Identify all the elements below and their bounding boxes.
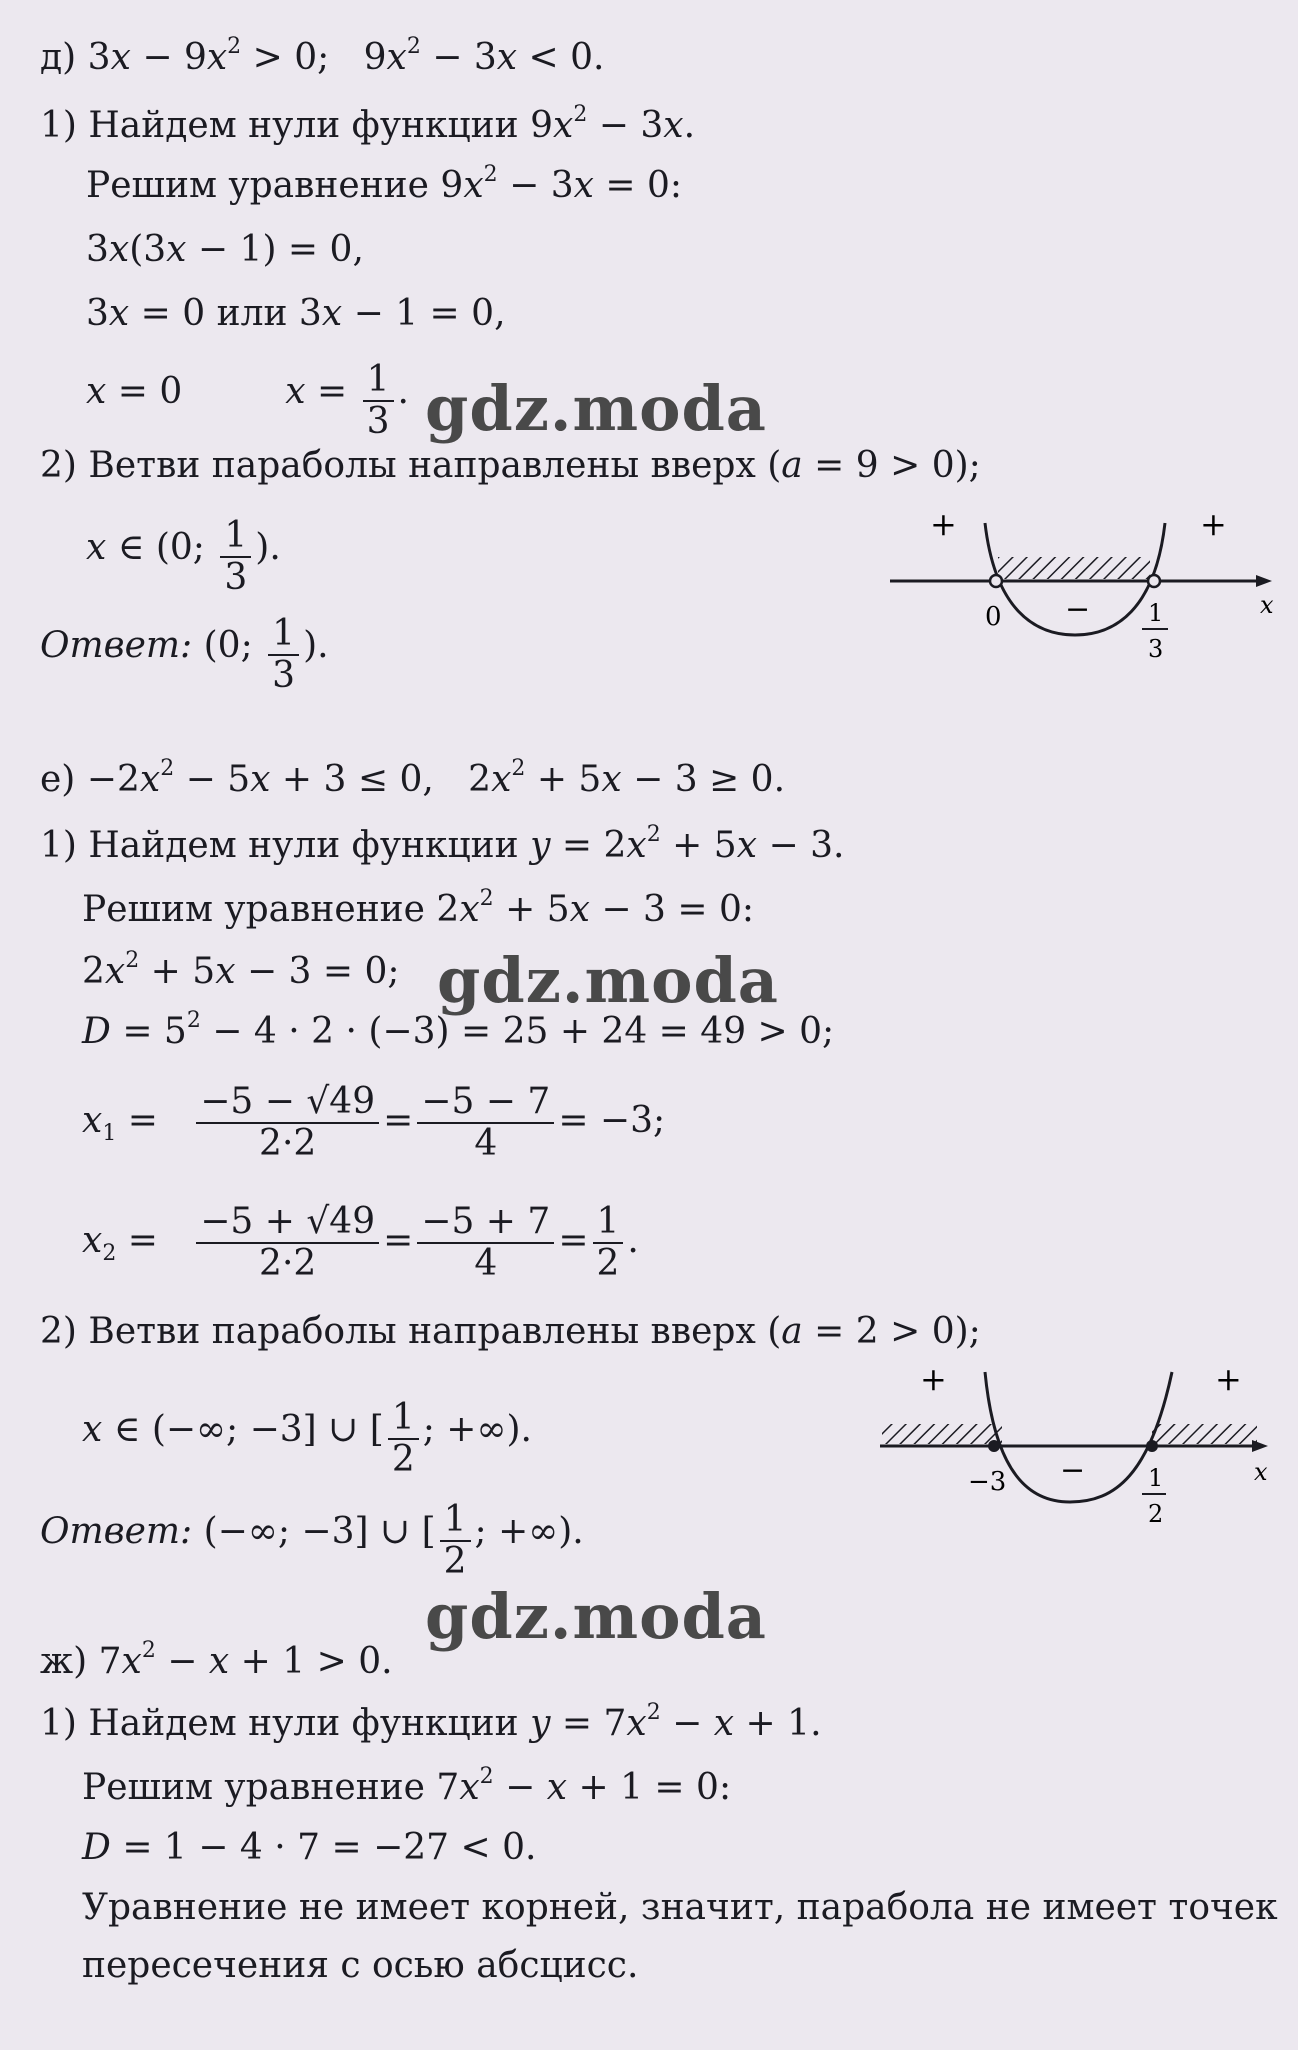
- part-d-split: 3x = 0 или 3x − 1 = 0,: [86, 293, 506, 334]
- part-zh-step1: 1) Найдем нули функции $y = 7x^2 - x + 1$.: [40, 1700, 822, 1744]
- root-third-den: 3: [1148, 635, 1164, 663]
- part-e-condition: $е) -2x^2 - 5x + 3 \le 0$, $2x^2 + 5x - 3 \ge 0$.: [40, 756, 786, 800]
- plus-right: +: [1215, 1360, 1242, 1398]
- part-e-step2: 2) Ветви параболы направлены вверх (a = 2 > 0);: [40, 1311, 981, 1352]
- part-d-interval: x ∈ (0; $\frac{1}{3}$ ).: [86, 515, 281, 598]
- part-zh-solve-eq: Решим уравнение $7x^2 - x + 1 = 0$:: [82, 1764, 732, 1808]
- watermark: gdz.moda: [425, 1580, 767, 1653]
- part-zh-conclusion-1: Уравнение не имеет корней, значит, парабола не имеет точек: [82, 1887, 1278, 1928]
- root-left-label: −3: [968, 1467, 1007, 1497]
- part-d-roots: x = 0 x = $\frac{1}{3}$ .: [86, 359, 409, 442]
- minus-sign: −: [1065, 592, 1091, 627]
- part-e-interval: x ∈ (−∞; −3] ∪ [ $\frac{1}{2}$ ; +∞).: [82, 1397, 532, 1480]
- part-d-step2: 2) Ветви параболы направлены вверх (a = 9 > 0);: [40, 445, 981, 486]
- part-d-answer: Ответ: (0; $\frac{1}{3}$ ).: [40, 613, 329, 696]
- part-d-solve-eq: Решим уравнение $9x^2 - 3x = 0$:: [86, 162, 683, 206]
- part-zh-conclusion-2: пересечения с осью абсцисс.: [82, 1945, 639, 1986]
- root-zero-label: 0: [985, 602, 1002, 632]
- plus-right: +: [1200, 505, 1227, 543]
- part-e-x2: $x_2$ = $\frac{-5 + √49}{2\cdot 2}$ = $\frac{-5 + 7}{4}$ = $\frac{1}{2}$ .: [82, 1201, 639, 1284]
- hatched-left: [882, 1424, 1002, 1444]
- root-half-num: 1: [1148, 1464, 1164, 1492]
- part-d-sign-diagram: [880, 505, 1280, 680]
- part-zh-discriminant: D = 1 − 4 · 7 = −27 < 0.: [82, 1827, 537, 1868]
- hatched-right: [1152, 1424, 1257, 1444]
- axis-label-x: x: [1254, 1458, 1268, 1486]
- closed-point-left: [988, 1440, 1000, 1452]
- part-e-eq: $2x^2 + 5x - 3 = 0$;: [82, 948, 400, 992]
- hatched-interval: [998, 557, 1150, 579]
- root-third-num: 1: [1148, 599, 1164, 627]
- axis-label-x: x: [1260, 591, 1274, 619]
- axis-arrow: [1252, 1440, 1268, 1452]
- part-zh-condition: ж) $7x^2 - x + 1 > 0$.: [40, 1638, 393, 1682]
- plus-left: +: [920, 1360, 947, 1398]
- part-e-sign-diagram: [870, 1360, 1280, 1535]
- part-e-answer: Ответ: (−∞; −3] ∪ [ $\frac{1}{2}$ ; +∞).: [40, 1499, 584, 1582]
- axis-arrow: [1256, 575, 1272, 587]
- part-e-step1: 1) Найдем нули функции $y = 2x^2 + 5x - 3$.: [40, 822, 845, 866]
- minus-sign: −: [1060, 1453, 1086, 1488]
- open-point-right: [1148, 575, 1160, 587]
- part-d-step1: 1) Найдем нули функции $9x^2 - 3x$.: [40, 102, 696, 146]
- closed-point-right: [1146, 1440, 1158, 1452]
- part-d-factored: 3x(3x − 1) = 0,: [86, 229, 364, 270]
- part-e-solve-eq: Решим уравнение $2x^2 + 5x - 3 = 0$:: [82, 886, 754, 930]
- watermark: gdz.moda: [425, 372, 767, 445]
- plus-left: +: [930, 505, 957, 543]
- open-point-left: [990, 575, 1002, 587]
- part-e-x1: $x_1$ = $\frac{-5 - √49}{2\cdot 2}$ = $\frac{-5 - 7}{4}$ = −3;: [82, 1081, 666, 1164]
- root-half-den: 2: [1148, 1500, 1164, 1528]
- part-d-condition: д) $3x - 9x^2 > 0$; $9x^2 - 3x < 0$.: [40, 34, 605, 78]
- part-e-discriminant: $D = 5^2 - 4 \cdot 2 \cdot (-3) = 25 + 24 = 49 > 0$;: [82, 1008, 835, 1052]
- watermark: gdz.moda: [437, 944, 779, 1017]
